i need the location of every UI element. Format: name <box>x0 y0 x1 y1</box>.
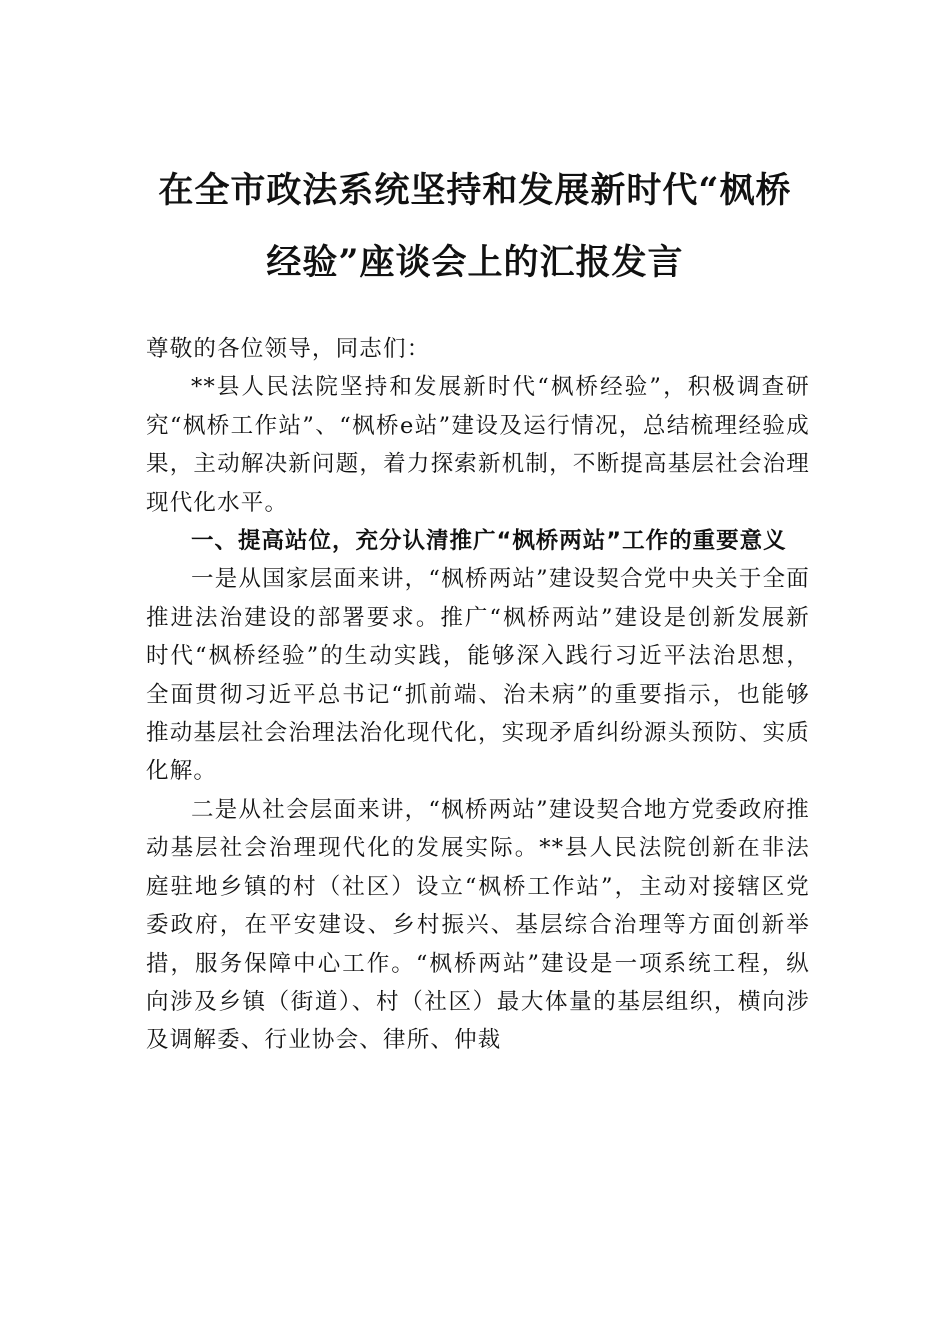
salutation: 尊敬的各位领导，同志们： <box>146 336 431 362</box>
section-heading-1: 一、提高站位，充分认清推广“枫桥两站”工作的重要意义 <box>191 528 787 555</box>
paragraph-national-level: 一是从国家层面来讲，“枫桥两站”建设契合党中央关于全面推进法治建设的部署要求。推广“枫桥两站”建设是创新发展新时代“枫桥经验”的生动实践，能够深入践行习近平法治思想，全面贯彻习近平总书记“抓前端、治未病”的重要指示，也能够推动基层社会治理法治化现代化，实现矛盾纠纷源头预防、实质化解。 <box>146 566 810 785</box>
title-line-2: 经验”座谈会上的汇报发言 <box>266 242 684 283</box>
intro-paragraph: **县人民法院坚持和发展新时代“枫桥经验”，积极调查研究“枫桥工作站”、“枫桥e站”建设及运行情况，总结梳理经验成果，主动解决新问题，着力探索新机制，不断提高基层社会治理现代化水平。 <box>146 374 810 516</box>
document-title <box>140 155 810 299</box>
title-line-1: 在全市政法系统坚持和发展新时代“枫桥 <box>158 170 792 211</box>
paragraph-social-level: 二是从社会层面来讲，“枫桥两站”建设契合地方党委政府推动基层社会治理现代化的发展实际。**县人民法院创新在非法庭驻地乡镇的村（社区）设立“枫桥工作站”，主动对接辖区党委政府，在平安建设、乡村振兴、基层综合治理等方面创新举措，服务保障中心工作。“枫桥两站”建设是一项系统工程，纵向涉及乡镇（街道）、村（社区）最大体量的基层组织，横向涉及调解委、行业协会、律所、仲裁 <box>146 796 810 1054</box>
document-body <box>146 330 810 1060</box>
